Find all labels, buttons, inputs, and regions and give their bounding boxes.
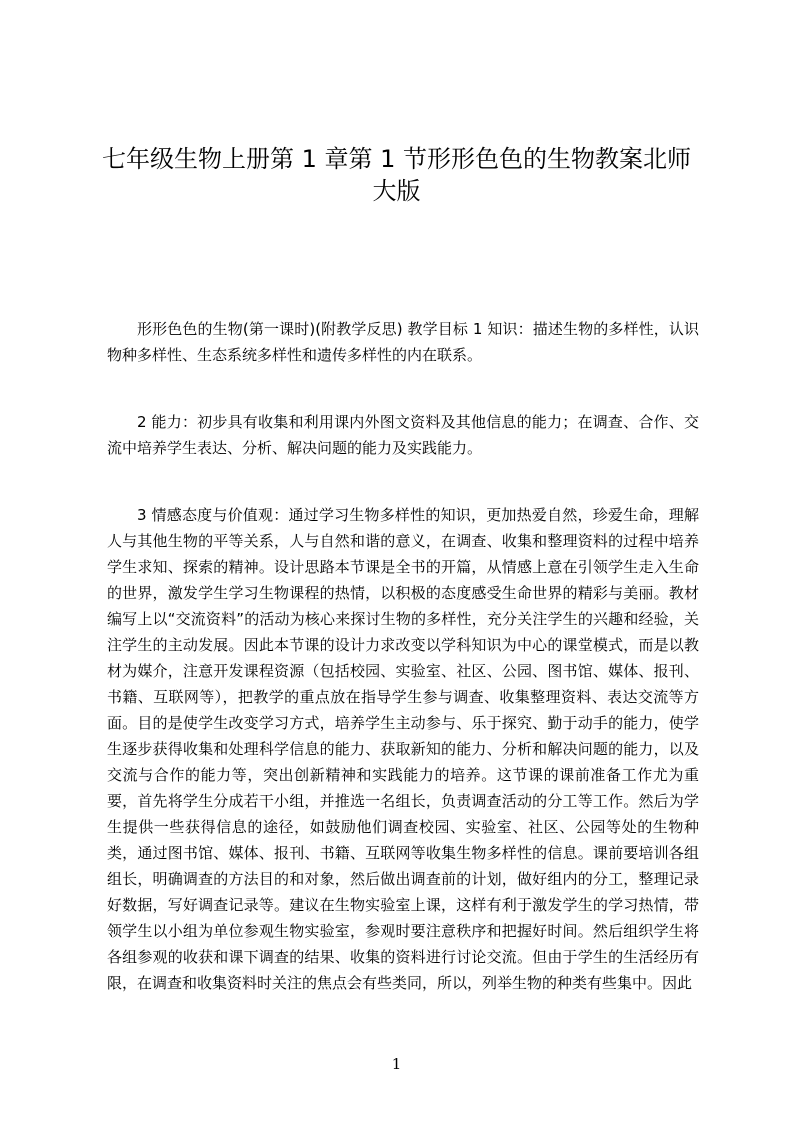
paragraph-objectives-attitude-and-design: 3 情感态度与价值观：通过学习生物多样性的知识，更加热爱自然，珍爱生命，理解人与其他生物的平等关系，人与自然和谐的意义，在调查、收集和整理资料的过程中培养学生求知、探索的精神。设计思路本节课是全书的开篇，从情感上意在引领学生走入生命的世界，激发学生学习生物课程的热情，以积极的态度感受生命世界的精彩与美丽。教材编写上以“交流资料”的活动为核心来探讨生物的多样性，充分关注学生的兴趣和经验，关注学生的主动发展。因此本节课的设计力求改变以学科知识为中心的课堂模式，而是以教材为媒介，注意开发课程资源（包括校园、实验室、社区、公园、图书馆、媒体、报刊、书籍、互联网等），把教学的重点放在指导学生参与调查、收集整理资料、表达交流等方面。目的是使学生改变学习方式，培养学生主动参与、乐于探究、勤于动手的能力，使学生逐步获得收集和处理科学信息的能力、获取新知的能力、分析和解决问题的能力，以及交流与合作的能力等，突出创新精神和实践能力的培养。这节课的课前准备工作尤为重要，首先将学生分成若干小组，并推选一名组长，负责调查活动的分工等工作。然后为学生提供一些获得信息的途径，如鼓励他们调查校园、实验室、社区、公园等处的生物种类，通过图书馆、媒体、报刊、书籍、互联网等收集生物多样性的信息。课前要培训各组组长，明确调查的方法目的和对象，然后做出调查前的计划，做好组内的分工，整理记录好数据，写好调查记录等。建议在生物实验室上课，这样有利于激发学生的学习热情，带领学生以小组为单位参观生物实验室，参观时要注意秩序和把握好时间。然后组织学生将各组参观的收获和课下调查的结果、收集的资料进行讨论交流。但由于学生的生活经历有限，在调查和收集资料时关注的焦点会有些类同，所以，列举生物的种类有些集中。因此 [107,506,699,992]
document-title: 七年级生物上册第 1 章第 1 节形形色色的生物教案北师大版 [101,145,692,205]
paragraph-objectives-ability: 2 能力：初步具有收集和利用课内外图文资料及其他信息的能力；在调查、合作、交流中培养学生表达、分析、解决问题的能力及实践能力。 [107,413,699,457]
page-number: 1 [391,1055,402,1073]
document-body [107,316,699,996]
paragraph-objectives-knowledge: 形形色色的生物(第一课时)(附教学反思) 教学目标 1 知识：描述生物的多样性，认识物种多样性、生态系统多样性和遗传多样性的内在联系。 [107,320,699,364]
